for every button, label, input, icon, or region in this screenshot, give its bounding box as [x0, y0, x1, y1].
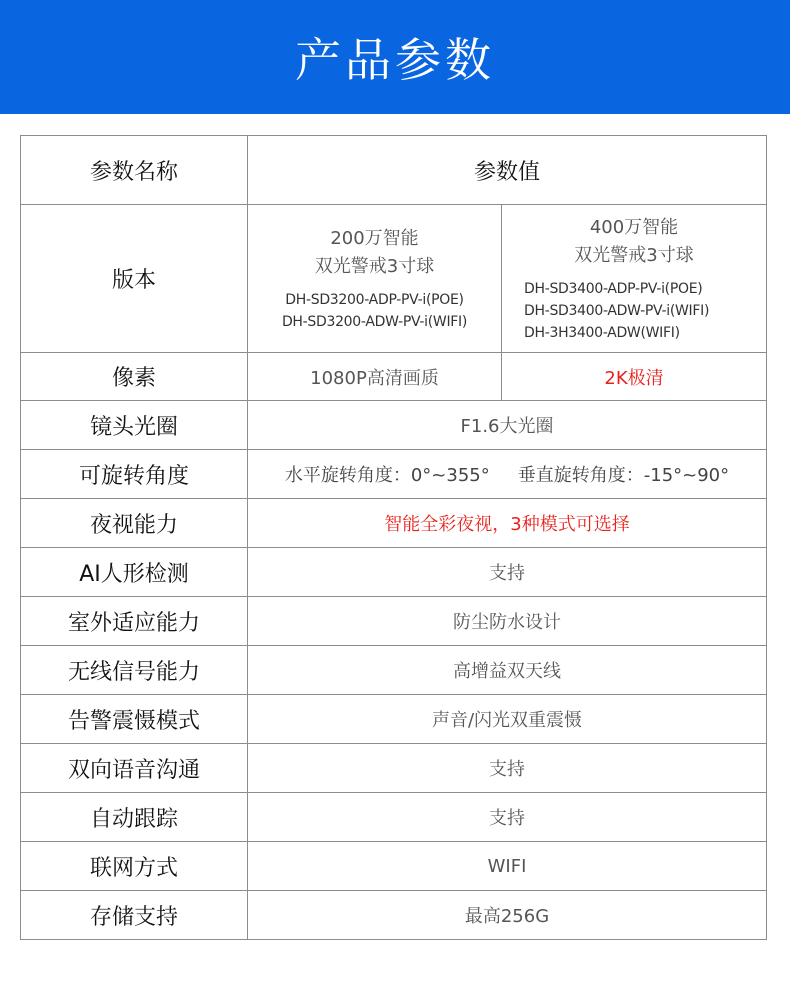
row-lens [21, 401, 767, 450]
row-network [21, 842, 767, 891]
value-auto-tracking: 支持 [248, 793, 767, 842]
value-ai-human: 支持 [248, 548, 767, 597]
version-200w-line2: 双光警戒3寸球 [314, 255, 435, 277]
version-200w-cell [248, 205, 502, 353]
value-lens: F1.6大光圈 [248, 401, 767, 450]
value-network: WIFI [248, 842, 767, 891]
version-200w-models [248, 289, 501, 333]
value-night-vision: 智能全彩夜视，3种模式可选择 [248, 499, 767, 548]
spec-table [20, 135, 767, 940]
value-outdoor: 防尘防水设计 [248, 597, 767, 646]
label-alarm: 告警震慑模式 [21, 695, 248, 744]
label-pixels: 像素 [21, 353, 248, 401]
pixels-200w: 1080P高清画质 [248, 353, 502, 401]
row-ai-human [21, 548, 767, 597]
label-lens: 镜头光圈 [21, 401, 248, 450]
pixels-400w: 2K极清 [502, 353, 767, 401]
row-outdoor [21, 597, 767, 646]
title-banner [0, 0, 790, 114]
version-400w-line1: 400万智能 [589, 216, 679, 238]
value-storage: 最高256G [248, 891, 767, 940]
label-night-vision: 夜视能力 [21, 499, 248, 548]
label-version: 版本 [21, 205, 248, 353]
row-alarm [21, 695, 767, 744]
label-ai-human: AI人形检测 [21, 548, 248, 597]
version-400w-cell [502, 205, 767, 353]
value-wireless: 高增益双天线 [248, 646, 767, 695]
value-rotation [248, 450, 767, 499]
label-wireless: 无线信号能力 [21, 646, 248, 695]
row-wireless [21, 646, 767, 695]
rotation-horizontal: 水平旋转角度：0°~355° [284, 465, 490, 486]
row-version [21, 205, 767, 353]
version-400w-line2: 双光警戒3寸球 [574, 244, 694, 266]
label-outdoor: 室外适应能力 [21, 597, 248, 646]
value-two-way-audio: 支持 [248, 744, 767, 793]
row-auto-tracking [21, 793, 767, 842]
header-param-value: 参数值 [248, 136, 767, 205]
model-name: DH-SD3400-ADW-PV-i(WIFI) [524, 302, 710, 319]
label-two-way-audio: 双向语音沟通 [21, 744, 248, 793]
row-two-way-audio [21, 744, 767, 793]
value-alarm: 声音/闪光双重震慑 [248, 695, 767, 744]
version-200w-line1: 200万智能 [330, 227, 419, 249]
table-header-row [21, 136, 767, 205]
label-network: 联网方式 [21, 842, 248, 891]
row-storage [21, 891, 767, 940]
model-name: DH-3H3400-ADW(WIFI) [524, 324, 680, 341]
row-pixels [21, 353, 767, 401]
label-rotation: 可旋转角度 [21, 450, 248, 499]
page-title: 产品参数 [295, 33, 495, 87]
header-param-name: 参数名称 [21, 136, 248, 205]
row-night-vision [21, 499, 767, 548]
label-storage: 存储支持 [21, 891, 248, 940]
version-400w-models [502, 278, 766, 344]
model-name: DH-SD3400-ADP-PV-i(POE) [524, 280, 703, 297]
row-rotation [21, 450, 767, 499]
label-auto-tracking: 自动跟踪 [21, 793, 248, 842]
model-name: DH-SD3200-ADP-PV-i(POE) [285, 291, 464, 308]
rotation-vertical: 垂直旋转角度：-15°~90° [517, 465, 730, 486]
model-name: DH-SD3200-ADW-PV-i(WIFI) [281, 313, 468, 330]
